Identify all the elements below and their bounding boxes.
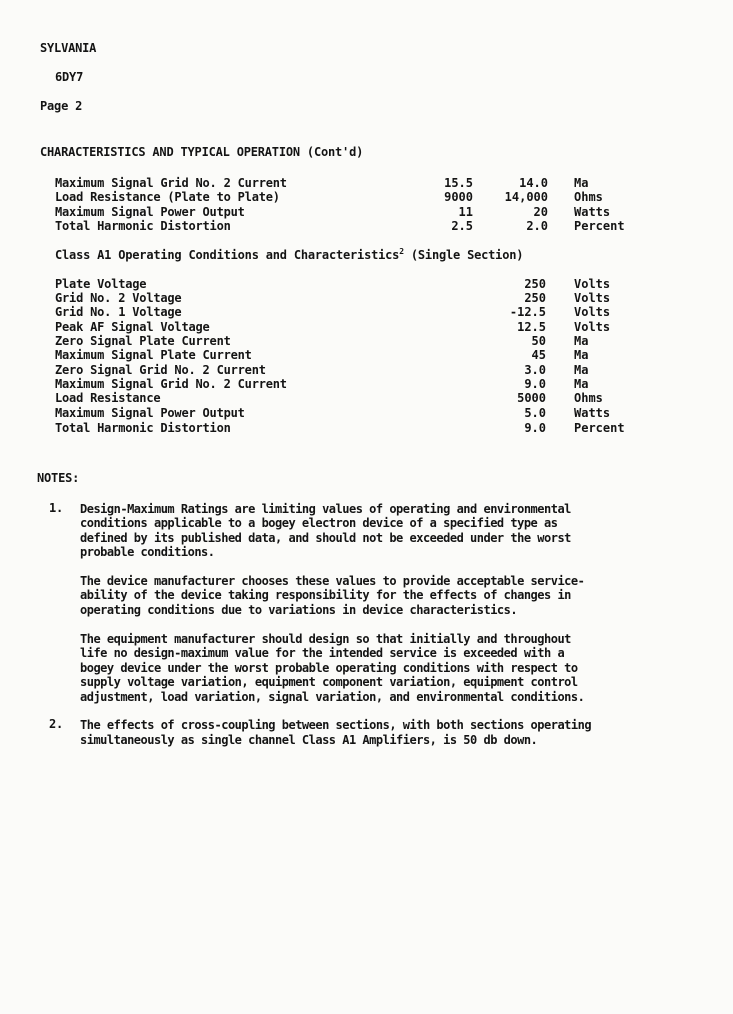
class-a1-heading <box>55 248 523 262</box>
note-line: simultaneously as single channel Class A1 Amplifiers, is 50 db down. <box>80 733 538 747</box>
footnote-ref: 2 <box>399 247 404 256</box>
class-heading-text: Class A1 Operating Conditions and Characteristics <box>55 248 400 262</box>
value-col1: 2.5 <box>451 219 473 233</box>
unit: Ohms <box>574 391 603 405</box>
row-label: Load Resistance <box>55 391 161 405</box>
value-col1: 9000 <box>444 190 473 204</box>
row-label: Zero Signal Plate Current <box>55 334 231 348</box>
row-label: Maximum Signal Grid No. 2 Current <box>55 176 287 190</box>
unit: Ma <box>574 334 589 348</box>
row-label: Plate Voltage <box>55 277 147 291</box>
row-label: Total Harmonic Distortion <box>55 219 231 233</box>
row-value: 9.0 <box>524 377 546 391</box>
note-line: adjustment, load variation, signal variation, and environmental conditions. <box>80 690 585 704</box>
unit: Volts <box>574 305 611 319</box>
section-title: CHARACTERISTICS AND TYPICAL OPERATION (Cont'd) <box>40 145 364 159</box>
note-line: life no design-maximum value for the intended service is exceeded with a <box>80 646 565 660</box>
value-col2: 2.0 <box>526 219 548 233</box>
row-value: 250 <box>524 291 546 305</box>
row-label: Peak AF Signal Voltage <box>55 320 210 334</box>
unit: Ma <box>574 377 589 391</box>
note-line: bogey device under the worst probable operating conditions with respect to <box>80 661 578 675</box>
row-value: 5.0 <box>524 406 546 420</box>
row-label: Maximum Signal Plate Current <box>55 348 252 362</box>
note-number: 2. <box>49 717 64 731</box>
row-label: Maximum Signal Power Output <box>55 406 245 420</box>
unit: Watts <box>574 406 611 420</box>
value-col2: 20 <box>533 205 548 219</box>
notes-heading: NOTES: <box>37 471 80 485</box>
note-line: probable conditions. <box>80 545 215 559</box>
note-line: operating conditions due to variations in device characteristics. <box>80 603 518 617</box>
class-heading-suffix: (Single Section) <box>403 248 524 262</box>
value-col1: 11 <box>458 205 473 219</box>
row-label: Zero Signal Grid No. 2 Current <box>55 363 266 377</box>
row-value: 250 <box>524 277 546 291</box>
row-label: Maximum Signal Grid No. 2 Current <box>55 377 287 391</box>
note-line: conditions applicable to a bogey electron device of a specified type as <box>80 516 558 530</box>
unit: Volts <box>574 277 611 291</box>
note-line: The device manufacturer chooses these values to provide acceptable service- <box>80 574 585 588</box>
unit: Percent <box>574 421 625 435</box>
unit: Ma <box>574 348 589 362</box>
note-line: ability of the device taking responsibility for the effects of changes in <box>80 588 571 602</box>
row-value: 50 <box>531 334 546 348</box>
note-line: supply voltage variation, equipment component variation, equipment control <box>80 675 578 689</box>
row-label: Load Resistance (Plate to Plate) <box>55 190 280 204</box>
unit: Percent <box>574 219 625 233</box>
row-value: 5000 <box>517 391 546 405</box>
note-line: The equipment manufacturer should design so that initially and throughout <box>80 632 571 646</box>
row-value: 45 <box>531 348 546 362</box>
note-number: 1. <box>49 501 64 515</box>
value-col2: 14,000 <box>504 190 548 204</box>
unit: Ma <box>574 363 589 377</box>
unit: Volts <box>574 320 611 334</box>
row-label: Maximum Signal Power Output <box>55 205 245 219</box>
unit: Ohms <box>574 190 603 204</box>
row-label: Grid No. 1 Voltage <box>55 305 182 319</box>
row-value: -12.5 <box>509 305 546 319</box>
row-label: Grid No. 2 Voltage <box>55 291 182 305</box>
note-line: Design-Maximum Ratings are limiting values of operating and environmental <box>80 502 571 516</box>
brand-name: SYLVANIA <box>40 41 97 55</box>
row-value: 9.0 <box>524 421 546 435</box>
unit: Volts <box>574 291 611 305</box>
note-line: The effects of cross-coupling between sections, with both sections operating <box>80 718 592 732</box>
row-value: 3.0 <box>524 363 546 377</box>
value-col2: 14.0 <box>519 176 548 190</box>
unit: Watts <box>574 205 611 219</box>
unit: Ma <box>574 176 589 190</box>
tube-type: 6DY7 <box>55 70 84 84</box>
value-col1: 15.5 <box>444 176 473 190</box>
row-label: Total Harmonic Distortion <box>55 421 231 435</box>
row-value: 12.5 <box>517 320 546 334</box>
note-line: defined by its published data, and should not be exceeded under the worst <box>80 531 571 545</box>
page-number: Page 2 <box>40 99 83 113</box>
